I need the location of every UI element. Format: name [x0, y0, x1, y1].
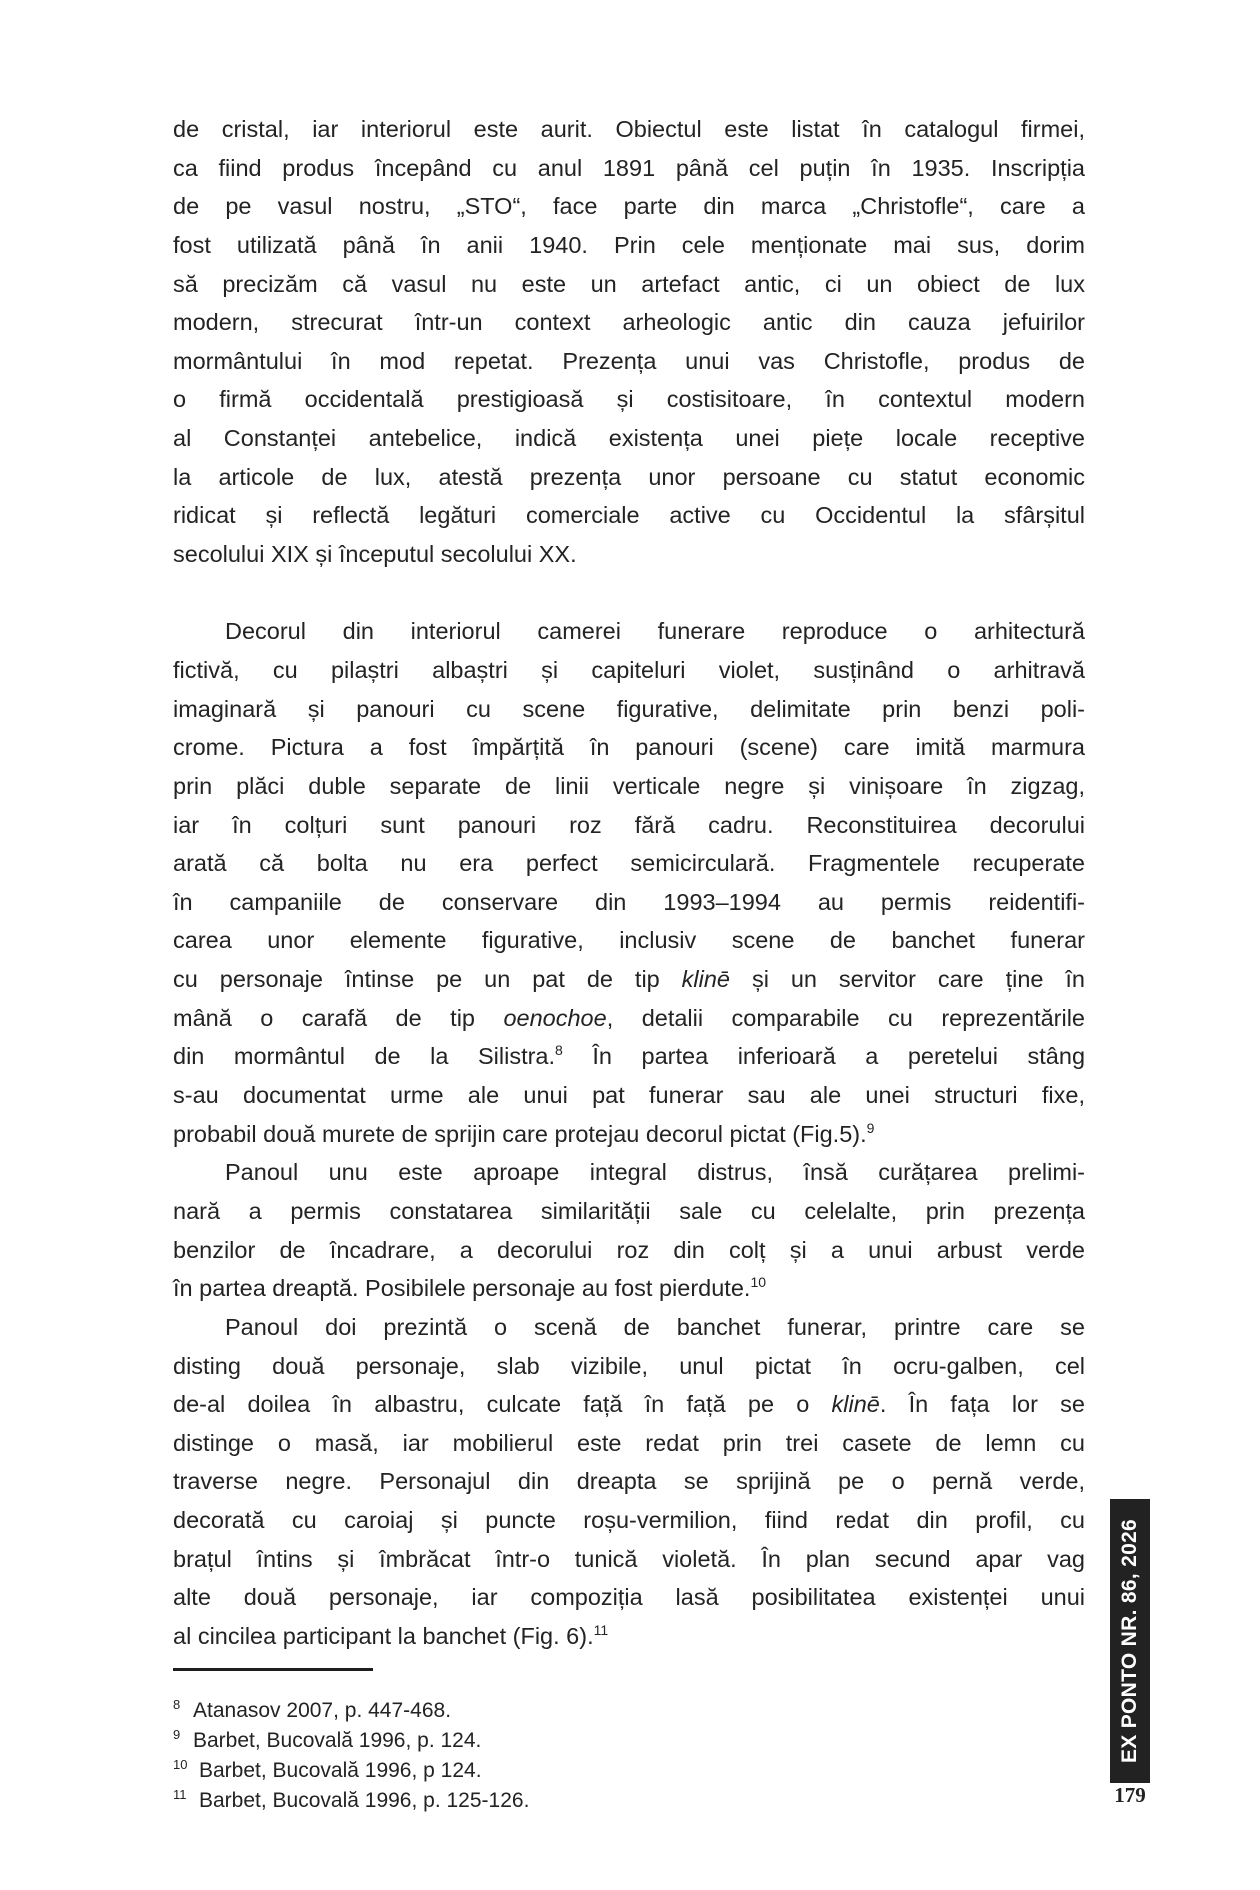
text-line: al cincilea participant la banchet (Fig. 6).$^{11}$: [173, 1621, 609, 1649]
footnote-ref[interactable]: 8: [555, 1042, 563, 1059]
footnote-9: 9 Barbet, Bucovală 1996, p. 124.: [173, 1727, 482, 1752]
text-line: de cristal, iar interiorul este aurit. Obiectul este listat în catalogul firmei,: [173, 116, 1085, 142]
italic-term: oenochoe: [503, 1004, 607, 1031]
footnote-text: Barbet, Bucovală 1996, p. 125-126.: [199, 1789, 530, 1812]
footnote-11: 11 Barbet, Bucovală 1996, p. 125-126.: [173, 1787, 530, 1812]
text-line: la articole de lux, atestă prezența unor persoane cu statut economic: [173, 463, 1085, 490]
text-line: imaginară și panouri cu scene figurative, delimitate prin benzi poli-: [173, 695, 1085, 722]
text-line: de-al doilea în albastru, culcate față în față pe o klinē. În fața lor se: [173, 1391, 1085, 1418]
page-number: 179: [1114, 1783, 1146, 1807]
journal-issue-label: EX PONTO NR. 86, 2026: [1118, 1518, 1141, 1764]
text-line: Decorul din interiorul camerei funerare reproduce o arhitectură: [225, 618, 1085, 645]
text-line: nară a permis constatarea similarității sale cu celelalte, prin prezența: [173, 1197, 1085, 1224]
footnote-10: 10 Barbet, Bucovală 1996, p 124.: [173, 1757, 482, 1782]
text-line: mână o carafă de tip oenochoe, detalii comparabile cu reprezentările: [173, 1004, 1086, 1031]
text-line: în partea dreaptă. Posibilele personaje au fost pierdute.$^{10}$: [173, 1274, 767, 1302]
text-line: din mormântul de la Silistra.$^8$ În partea inferioară a peretelui stâng: [173, 1042, 1086, 1070]
italic-term: klinē: [681, 966, 731, 993]
text-line: să precizăm că vasul nu este un artefact antic, ci un obiect de lux: [173, 270, 1085, 297]
text-line: carea unor elemente figurative, inclusiv scene de banchet funerar: [173, 927, 1085, 954]
footnotes: [173, 1696, 773, 1816]
text-line: secolului XIX și începutul secolului XX.: [173, 541, 577, 568]
text-line: de pe vasul nostru, „STO“, face parte din marca „Christofle“, care a: [173, 193, 1085, 220]
footnote-ref[interactable]: 11: [593, 1621, 609, 1638]
footnote-text: Barbet, Bucovală 1996, p. 124.: [193, 1729, 482, 1752]
text-line: fictivă, cu pilaștri albaștri și capiteluri violet, susținând o arhitravă: [173, 656, 1085, 683]
body-text: [173, 110, 1085, 1656]
text-line: o firmă occidentală prestigioasă și costisitoare, în contextul modern: [173, 386, 1085, 413]
paragraph-1: [173, 110, 1085, 574]
italic-term: klinē: [831, 1391, 880, 1418]
paragraph-4: [173, 1308, 1085, 1656]
text-line: traverse negre. Personajul din dreapta se sprijină pe o pernă verde,: [173, 1468, 1085, 1495]
text-line: iar în colțuri sunt panouri roz fără cadru. Reconstituirea decorului: [173, 811, 1085, 838]
text-line: ca fiind produs începând cu anul 1891 până cel puțin în 1935. Inscripția: [173, 154, 1085, 181]
text-line: ridicat și reflectă legături comerciale active cu Occidentul la sfârșitul: [173, 502, 1085, 529]
text-line: alte două personaje, iar compoziția lasă posibilitatea existenței unui: [173, 1584, 1085, 1611]
paragraph-2: [173, 612, 1085, 1153]
text-line: Panoul doi prezintă o scenă de banchet funerar, printre care se: [225, 1313, 1085, 1340]
text-line: mormântului în mod repetat. Prezența unui vas Christofle, produs de: [173, 347, 1085, 374]
text-line: în campaniile de conservare din 1993–1994 au permis reidentifi-: [173, 888, 1085, 915]
text-line: decorată cu caroiaj și puncte roșu-vermilion, fiind redat din profil, cu: [173, 1507, 1085, 1534]
text-line: arată că bolta nu era perfect semicirculară. Fragmentele recuperate: [173, 850, 1085, 877]
text-line: cu personaje întinse pe un pat de tip klinē și un servitor care ține în: [173, 966, 1085, 993]
journal-sidebar-tab: [1110, 1499, 1150, 1783]
text-line: probabil două murete de sprijin care protejau decorul pictat (Fig.5).$^9$: [173, 1119, 875, 1147]
text-line: s-au documentat urme ale unui pat funerar sau ale unei structuri fixe,: [173, 1082, 1085, 1109]
text-line: prin plăci duble separate de linii verticale negre și vinișoare în zigzag,: [173, 772, 1085, 799]
footnote-text: Atanasov 2007, p. 447-468.: [193, 1699, 452, 1722]
text-line: benzilor de încadrare, a decorului roz din colț și a unui arbust verde: [173, 1236, 1085, 1263]
footnote-text: Barbet, Bucovală 1996, p 124.: [199, 1759, 482, 1782]
footnote-8: 8 Atanasov 2007, p. 447-468.: [173, 1697, 452, 1722]
text-line: modern, strecurat într-un context arheologic antic din cauza jefuirilor: [173, 309, 1085, 336]
text-line: Panoul unu este aproape integral distrus, însă curățarea prelimi-: [225, 1159, 1085, 1186]
text-line: brațul întins și îmbrăcat într-o tunică violetă. În plan secund apar vag: [173, 1545, 1085, 1572]
text-line: crome. Pictura a fost împărțită în panouri (scene) care imită marmura: [173, 734, 1085, 761]
paragraph-3: [173, 1153, 1085, 1308]
text-line: al Constanței antebelice, indică existența unei piețe locale receptive: [173, 425, 1085, 452]
footnote-ref[interactable]: 9: [866, 1119, 875, 1136]
footnote-separator: [173, 1668, 373, 1671]
text-line: disting două personaje, slab vizibile, unul pictat în ocru-galben, cel: [173, 1352, 1085, 1379]
footnote-ref[interactable]: 10: [750, 1274, 767, 1291]
text-line: fost utilizată până în anii 1940. Prin cele menționate mai sus, dorim: [173, 231, 1085, 258]
text-line: distinge o masă, iar mobilierul este redat prin trei casete de lemn cu: [173, 1429, 1085, 1456]
paragraph-gap: [173, 574, 1085, 613]
